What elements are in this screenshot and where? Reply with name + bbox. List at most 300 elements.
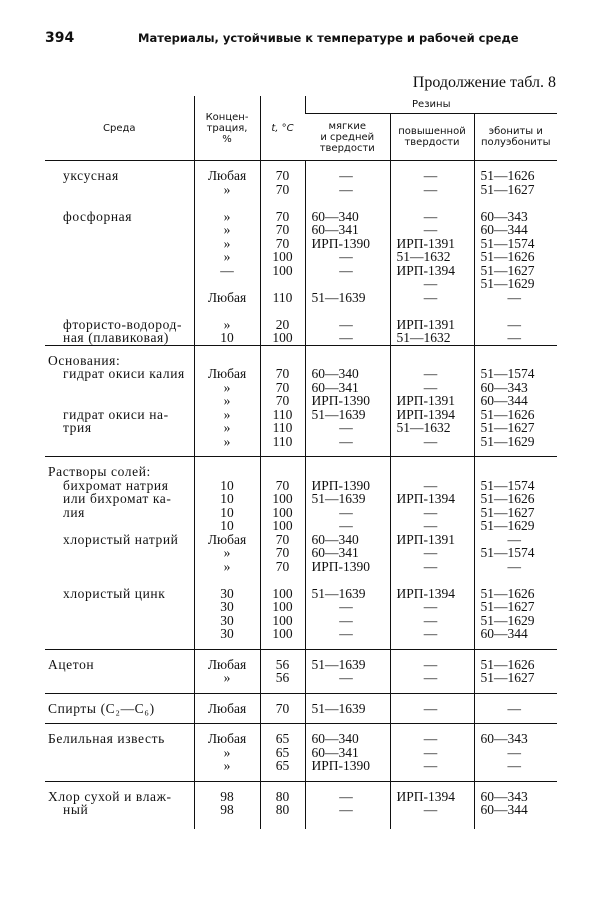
header-hard: повышенной твердости bbox=[390, 114, 474, 161]
cell-line: — bbox=[423, 433, 438, 449]
cell-line: — bbox=[423, 599, 438, 614]
cell-line: 51—1627 bbox=[480, 670, 535, 685]
cell-line bbox=[397, 573, 471, 587]
soft-rubber-cell bbox=[305, 724, 390, 782]
cell-line: Любая bbox=[207, 289, 247, 305]
cell-line: 60—340 bbox=[311, 366, 359, 381]
hard-rubber-cell bbox=[390, 161, 474, 346]
cell-line: 65 bbox=[275, 758, 290, 773]
cell-line bbox=[312, 465, 387, 479]
cell-line: 60—344 bbox=[480, 393, 528, 408]
cell-line: хлористый натрий bbox=[63, 531, 179, 547]
cell-line bbox=[481, 304, 555, 318]
cell-line: 60—341 bbox=[311, 379, 359, 395]
cell-line: трия bbox=[63, 420, 92, 435]
soft-rubber-cell bbox=[305, 649, 390, 693]
cell-line: фосфорная bbox=[63, 208, 133, 224]
cell-line bbox=[397, 354, 471, 368]
cell-line: ИРП-1394 bbox=[396, 491, 456, 506]
cell-line: 110 bbox=[272, 420, 293, 435]
cell-line: 51—1632 bbox=[396, 330, 451, 345]
cell-line bbox=[48, 196, 191, 210]
cell-line: 20 bbox=[275, 316, 290, 332]
ebonite-cell bbox=[474, 345, 557, 457]
soft-rubber-cell bbox=[305, 161, 390, 346]
cell-line bbox=[264, 573, 302, 587]
medium-cell bbox=[45, 345, 194, 457]
table-header bbox=[45, 96, 557, 161]
cell-line: » bbox=[223, 545, 231, 560]
cell-line: 70 bbox=[275, 235, 290, 251]
cell-line: гидрат окиси на- bbox=[63, 406, 169, 422]
cell-line: » bbox=[223, 235, 231, 251]
cell-line: 60—344 bbox=[480, 626, 528, 641]
cell-line: гидрат окиси калия bbox=[63, 366, 185, 381]
cell-line: ИРП-1391 bbox=[396, 235, 456, 251]
cell-line: или бихромат ка- bbox=[63, 491, 172, 506]
cell-line: ная (плавиковая) bbox=[63, 330, 169, 345]
cell-line: 51—1639 bbox=[311, 700, 366, 716]
cell-line: 51—1626 bbox=[480, 406, 535, 422]
cell-line: 51—1626 bbox=[480, 491, 535, 506]
ebonite-cell bbox=[474, 649, 557, 693]
cell-line: 51—1632 bbox=[396, 249, 451, 264]
cell-line bbox=[481, 354, 555, 368]
cell-line bbox=[48, 394, 191, 408]
cell-line bbox=[48, 291, 191, 305]
cell-line: 51—1626 bbox=[480, 168, 535, 183]
temperature-cell bbox=[260, 161, 305, 346]
cell-line: — bbox=[423, 222, 438, 237]
cell-line: » bbox=[223, 433, 231, 449]
cell-line bbox=[48, 277, 191, 291]
cell-line: 51—1574 bbox=[480, 366, 535, 381]
cell-line: 110 bbox=[272, 433, 293, 449]
cell-line: Любая bbox=[207, 700, 247, 716]
cell-line bbox=[264, 277, 302, 291]
cell-line bbox=[312, 277, 387, 291]
cell-line: — bbox=[423, 656, 438, 672]
table-continuation-label: Продолжение табл. 8 bbox=[412, 74, 556, 91]
cell-line: 51—1627 bbox=[480, 599, 535, 614]
cell-line: Растворы солей: bbox=[48, 464, 151, 479]
medium-cell bbox=[45, 649, 194, 693]
cell-line: — bbox=[423, 289, 438, 305]
cell-line: — bbox=[339, 504, 353, 520]
cell-line bbox=[48, 381, 191, 395]
cell-line: 51—1627 bbox=[480, 181, 535, 197]
cell-line: — bbox=[339, 316, 353, 332]
cell-line bbox=[48, 600, 191, 614]
cell-line: 51—1574 bbox=[480, 477, 535, 493]
cell-line: 30 bbox=[220, 626, 234, 641]
cell-line: — bbox=[339, 262, 353, 278]
cell-line: 56 bbox=[275, 656, 290, 672]
cell-line: лия bbox=[63, 504, 85, 520]
cell-line: 70 bbox=[275, 700, 290, 716]
cell-line: 60—343 bbox=[480, 788, 528, 804]
cell-line: 70 bbox=[275, 222, 290, 237]
cell-line: » bbox=[223, 222, 231, 237]
hard-rubber-cell bbox=[390, 649, 474, 693]
cell-line: 30 bbox=[220, 585, 234, 601]
cell-line: 60—344 bbox=[480, 802, 528, 817]
cell-line: 51—1639 bbox=[311, 289, 366, 305]
cell-line: ИРП-1391 bbox=[396, 316, 456, 332]
cell-line: 70 bbox=[275, 168, 290, 183]
hard-rubber-cell bbox=[390, 724, 474, 782]
cell-line: 51—1626 bbox=[480, 656, 535, 672]
cell-line: — bbox=[423, 558, 438, 574]
cell-line: 70 bbox=[275, 558, 290, 574]
cell-line: 60—340 bbox=[311, 208, 359, 224]
cell-line: 10 bbox=[220, 330, 234, 345]
cell-line: ИРП-1394 bbox=[396, 262, 456, 278]
cell-line bbox=[48, 627, 191, 641]
header-temperature: t, °C bbox=[260, 96, 305, 161]
cell-line: — bbox=[423, 276, 438, 291]
cell-line: — bbox=[423, 504, 438, 520]
running-head: Материалы, устойчивые к температуре и рабочей среде bbox=[138, 31, 519, 45]
cell-line: — bbox=[423, 731, 438, 746]
ebonite-cell bbox=[474, 781, 557, 829]
cell-line: 70 bbox=[275, 531, 290, 547]
cell-line: 80 bbox=[275, 788, 290, 804]
cell-line: 10 bbox=[220, 504, 234, 520]
cell-line: 51—1629 bbox=[480, 276, 535, 291]
cell-line: 70 bbox=[275, 379, 290, 395]
cell-line: — bbox=[423, 518, 438, 533]
cell-line: — bbox=[423, 670, 438, 685]
hard-rubber-cell bbox=[390, 781, 474, 829]
cell-line: » bbox=[223, 558, 231, 574]
cell-line bbox=[48, 759, 191, 773]
cell-line bbox=[198, 277, 257, 291]
cell-line bbox=[312, 196, 387, 210]
cell-line: — bbox=[423, 700, 438, 716]
cell-line: Любая bbox=[207, 656, 247, 672]
cell-line: » bbox=[223, 406, 231, 422]
cell-line: 51—1629 bbox=[480, 518, 535, 533]
cell-line: — bbox=[507, 558, 521, 574]
cell-line: » bbox=[223, 744, 231, 760]
cell-line: 51—1627 bbox=[480, 262, 535, 278]
cell-line: 51—1639 bbox=[311, 585, 366, 601]
cell-line: » bbox=[223, 181, 231, 197]
soft-rubber-cell bbox=[305, 781, 390, 829]
concentration-cell bbox=[194, 724, 260, 782]
cell-line: 70 bbox=[275, 477, 290, 493]
header-concentration: Концен- трация, % bbox=[194, 96, 260, 161]
cell-line bbox=[264, 304, 302, 318]
concentration-cell bbox=[194, 781, 260, 829]
table-row bbox=[45, 724, 557, 782]
ebonite-cell bbox=[474, 724, 557, 782]
cell-line: 60—344 bbox=[480, 222, 528, 237]
cell-line: » bbox=[223, 670, 231, 685]
cell-line: — bbox=[423, 379, 438, 395]
soft-rubber-cell bbox=[305, 345, 390, 457]
cell-line bbox=[198, 465, 257, 479]
table-row bbox=[45, 345, 557, 457]
cell-line: — bbox=[507, 316, 521, 332]
cell-line: 60—341 bbox=[311, 545, 359, 560]
cell-line: ИРП-1394 bbox=[396, 788, 456, 804]
header-medium: Среда bbox=[45, 96, 194, 161]
cell-line bbox=[48, 264, 191, 278]
medium-cell bbox=[45, 161, 194, 346]
cell-line: » bbox=[223, 208, 231, 224]
temperature-cell bbox=[260, 781, 305, 829]
cell-line: хлористый цинк bbox=[63, 585, 166, 601]
cell-line: Любая bbox=[207, 168, 247, 183]
cell-line bbox=[264, 196, 302, 210]
medium-cell bbox=[45, 693, 194, 724]
header-rubbers: Резины bbox=[305, 96, 557, 114]
cell-line: 70 bbox=[275, 545, 290, 560]
cell-line bbox=[397, 465, 471, 479]
cell-line: ИРП-1391 bbox=[396, 531, 456, 547]
cell-line: Основания: bbox=[48, 352, 121, 368]
cell-line: — bbox=[339, 518, 353, 533]
cell-line: — bbox=[339, 330, 353, 345]
cell-line: — bbox=[423, 758, 438, 773]
page-number: 394 bbox=[45, 30, 75, 46]
cell-line: фтористо-водород- bbox=[63, 316, 183, 332]
soft-rubber-cell bbox=[305, 457, 390, 650]
cell-line bbox=[48, 546, 191, 560]
cell-line: 110 bbox=[272, 406, 293, 422]
cell-line: — bbox=[339, 599, 353, 614]
cell-line: ИРП-1390 bbox=[311, 393, 371, 408]
cell-line: уксусная bbox=[63, 168, 119, 183]
cell-line: — bbox=[507, 289, 521, 305]
cell-line: 60—343 bbox=[480, 208, 528, 224]
cell-line bbox=[264, 465, 302, 479]
cell-line: — bbox=[339, 626, 353, 641]
cell-line: — bbox=[507, 700, 521, 716]
cell-line: 51—1639 bbox=[311, 406, 366, 422]
cell-line bbox=[48, 519, 191, 533]
temperature-cell bbox=[260, 724, 305, 782]
cell-line bbox=[481, 465, 555, 479]
cell-line: — bbox=[339, 168, 353, 183]
concentration-cell bbox=[194, 649, 260, 693]
cell-line: 51—1627 bbox=[480, 504, 535, 520]
cell-line: — bbox=[423, 744, 438, 760]
cell-line bbox=[48, 250, 191, 264]
cell-line bbox=[48, 304, 191, 318]
cell-line: бихромат натрия bbox=[63, 477, 169, 493]
cell-line: 51—1627 bbox=[480, 420, 535, 435]
cell-line: — bbox=[507, 758, 521, 773]
cell-line: ИРП-1390 bbox=[311, 558, 371, 574]
page-header bbox=[45, 30, 555, 50]
cell-line bbox=[481, 196, 555, 210]
cell-line: 100 bbox=[272, 262, 293, 278]
cell-line: 100 bbox=[272, 249, 293, 264]
cell-line: — bbox=[423, 477, 438, 493]
cell-line: ИРП-1391 bbox=[396, 393, 456, 408]
cell-line: Белильная известь bbox=[48, 731, 165, 746]
cell-line: ИРП-1390 bbox=[311, 758, 371, 773]
cell-line: — bbox=[423, 168, 438, 183]
concentration-cell bbox=[194, 457, 260, 650]
cell-line: 10 bbox=[220, 477, 234, 493]
medium-cell bbox=[45, 457, 194, 650]
soft-rubber-cell bbox=[305, 693, 390, 724]
cell-line: 51—1629 bbox=[480, 612, 535, 628]
table-row bbox=[45, 161, 557, 346]
cell-line bbox=[264, 354, 302, 368]
cell-line bbox=[48, 435, 191, 449]
cell-line: 100 bbox=[272, 504, 293, 520]
cell-line: 70 bbox=[275, 393, 290, 408]
concentration-cell bbox=[194, 161, 260, 346]
cell-line: Спирты (C₂—C₆) bbox=[48, 700, 155, 716]
cell-line: — bbox=[423, 545, 438, 560]
cell-line: 51—1574 bbox=[480, 545, 535, 560]
cell-line: 100 bbox=[272, 518, 293, 533]
cell-line bbox=[48, 671, 191, 685]
ebonite-cell bbox=[474, 693, 557, 724]
cell-line: — bbox=[339, 612, 353, 628]
cell-line: — bbox=[507, 744, 521, 760]
cell-line: 65 bbox=[275, 744, 290, 760]
cell-line: 51—1639 bbox=[311, 656, 366, 672]
ebonite-cell bbox=[474, 161, 557, 346]
medium-cell bbox=[45, 724, 194, 782]
cell-line bbox=[312, 573, 387, 587]
cell-line: 100 bbox=[272, 491, 293, 506]
cell-line: 51—1632 bbox=[396, 420, 451, 435]
temperature-cell bbox=[260, 693, 305, 724]
cell-line: — bbox=[339, 788, 353, 804]
table-row bbox=[45, 649, 557, 693]
cell-line: ИРП-1390 bbox=[311, 477, 371, 493]
cell-line: » bbox=[223, 316, 231, 332]
cell-line: » bbox=[223, 379, 231, 395]
cell-line bbox=[48, 237, 191, 251]
cell-line: ный bbox=[63, 802, 89, 817]
cell-line bbox=[397, 304, 471, 318]
table-row bbox=[45, 457, 557, 650]
cell-line: — bbox=[423, 626, 438, 641]
cell-line: 98 bbox=[220, 802, 234, 817]
cell-line: 51—1626 bbox=[480, 585, 535, 601]
cell-line: — bbox=[507, 531, 521, 547]
concentration-cell bbox=[194, 693, 260, 724]
cell-line: — bbox=[339, 181, 353, 197]
cell-line: Любая bbox=[207, 731, 247, 746]
cell-line: Любая bbox=[207, 366, 247, 381]
cell-line: 60—343 bbox=[480, 379, 528, 395]
temperature-cell bbox=[260, 649, 305, 693]
cell-line: — bbox=[220, 262, 234, 278]
cell-line: ИРП-1394 bbox=[396, 406, 456, 422]
cell-line: — bbox=[339, 420, 353, 435]
cell-line bbox=[198, 196, 257, 210]
cell-line: 100 bbox=[272, 585, 293, 601]
cell-line: 51—1574 bbox=[480, 235, 535, 251]
hard-rubber-cell bbox=[390, 693, 474, 724]
cell-line bbox=[198, 354, 257, 368]
cell-line: — bbox=[339, 249, 353, 264]
cell-line: 30 bbox=[220, 612, 234, 628]
cell-line: — bbox=[507, 330, 521, 345]
cell-line bbox=[48, 183, 191, 197]
cell-line bbox=[48, 223, 191, 237]
cell-line bbox=[48, 560, 191, 574]
cell-line: Ацетон bbox=[48, 656, 95, 672]
header-ebonite: эбониты и полуэбониты bbox=[474, 114, 557, 161]
cell-line: ИРП-1390 bbox=[311, 235, 371, 251]
cell-line: 10 bbox=[220, 491, 234, 506]
cell-line: 60—341 bbox=[311, 744, 359, 760]
cell-line: 98 bbox=[220, 788, 234, 804]
cell-line: 51—1629 bbox=[480, 433, 535, 449]
cell-line bbox=[48, 746, 191, 760]
cell-line: 65 bbox=[275, 731, 290, 746]
hard-rubber-cell bbox=[390, 457, 474, 650]
medium-cell bbox=[45, 781, 194, 829]
cell-line: — bbox=[423, 802, 438, 817]
cell-line: 51—1639 bbox=[311, 491, 366, 506]
cell-line bbox=[312, 304, 387, 318]
table-row bbox=[45, 781, 557, 829]
cell-line: 100 bbox=[272, 599, 293, 614]
temperature-cell bbox=[260, 457, 305, 650]
cell-line: » bbox=[223, 249, 231, 264]
cell-line bbox=[312, 354, 387, 368]
cell-line: 60—340 bbox=[311, 731, 359, 746]
concentration-cell bbox=[194, 345, 260, 457]
cell-line: — bbox=[339, 802, 353, 817]
cell-line: 100 bbox=[272, 626, 293, 641]
cell-line: » bbox=[223, 420, 231, 435]
cell-line: — bbox=[423, 366, 438, 381]
cell-line: Хлор сухой и влаж- bbox=[48, 788, 172, 804]
cell-line: 56 bbox=[275, 670, 290, 685]
ebonite-cell bbox=[474, 457, 557, 650]
cell-line: 80 bbox=[275, 802, 290, 817]
cell-line: 100 bbox=[272, 330, 293, 345]
chemical-resistance-table bbox=[45, 96, 557, 829]
cell-line: Любая bbox=[207, 531, 247, 547]
header-soft: мягкие и средней твердости bbox=[305, 114, 390, 161]
cell-line: » bbox=[223, 758, 231, 773]
cell-line bbox=[48, 573, 191, 587]
cell-line: — bbox=[339, 433, 353, 449]
cell-line: — bbox=[423, 208, 438, 224]
cell-line bbox=[48, 614, 191, 628]
cell-line: 60—340 bbox=[311, 531, 359, 547]
cell-line bbox=[397, 196, 471, 210]
cell-line: 70 bbox=[275, 208, 290, 224]
cell-line bbox=[198, 573, 257, 587]
cell-line: 10 bbox=[220, 518, 234, 533]
cell-line bbox=[481, 573, 555, 587]
cell-line: ИРП-1394 bbox=[396, 585, 456, 601]
cell-line: 70 bbox=[275, 366, 290, 381]
cell-line: 60—341 bbox=[311, 222, 359, 237]
table-body bbox=[45, 161, 557, 829]
cell-line: 70 bbox=[275, 181, 290, 197]
temperature-cell bbox=[260, 345, 305, 457]
cell-line: 30 bbox=[220, 599, 234, 614]
cell-line bbox=[198, 304, 257, 318]
cell-line: 60—343 bbox=[480, 731, 528, 746]
